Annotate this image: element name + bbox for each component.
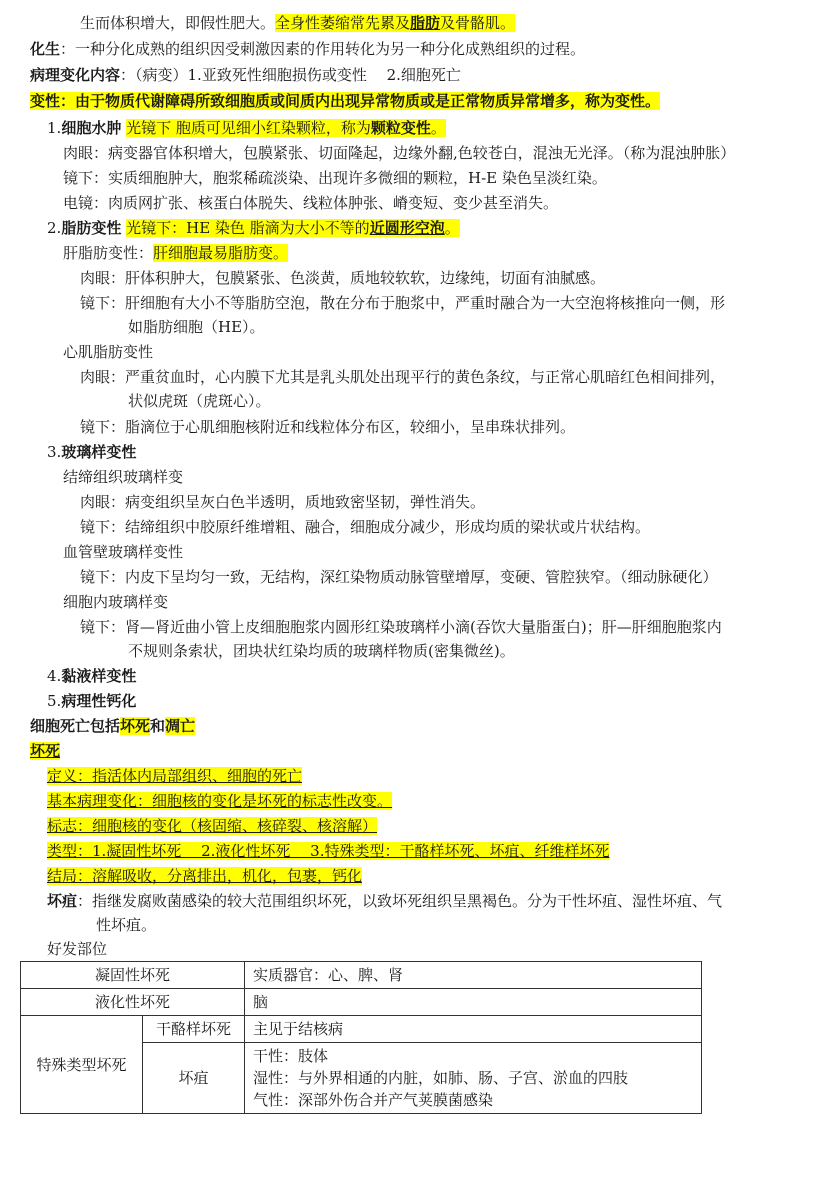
highlight: 变性：由于物质代谢障碍所致细胞质或间质内出现异常物质或是正常物质异常增多，称为变性。 bbox=[30, 92, 661, 110]
vacuole-term: 近圆形空泡 bbox=[369, 219, 445, 237]
definition: ：指继发腐败菌感染的较大范围组织坏死，以致坏死组织呈黑褐色。分为干性坏疽、湿性坏疽、气 bbox=[77, 892, 723, 910]
predilection-sites-label: 好发部位 bbox=[47, 940, 108, 958]
necrosis-marker bbox=[47, 815, 377, 837]
liver-micro-cont: 如脂肪细胞（HE）。 bbox=[128, 318, 265, 336]
heart-gross: 肉眼：严重贫血时，心内膜下尤其是乳头肌处出现平行的黄色条纹，与正常心肌暗红色相间排列， bbox=[80, 368, 726, 386]
section-hyaline-change bbox=[47, 441, 136, 463]
necrosis-heading bbox=[30, 740, 60, 762]
intracellular-hyaline-heading: 细胞内玻璃样变 bbox=[63, 593, 169, 611]
section-number: 4. bbox=[47, 667, 62, 685]
table-cell: 脑 bbox=[245, 989, 702, 1016]
necrosis-sites-table bbox=[20, 961, 702, 1114]
section-mucoid-change bbox=[47, 665, 136, 687]
vessel-micro: 镜下：内皮下呈均匀一致，无结构，深红染物质动脉管壁增厚，变硬、管腔狭窄。（细动脉硬化） bbox=[80, 568, 718, 586]
highlight: 光镜下：HE 染色 脂滴为大小不等的近圆形空泡。 bbox=[126, 219, 460, 237]
necrosis-definition bbox=[47, 765, 302, 787]
gangrene-line bbox=[47, 890, 722, 912]
necrosis-basic-change bbox=[47, 790, 392, 812]
definition: ：一种分化成熟的组织因受刺激因素的作用转化为另一种分化成熟组织的过程。 bbox=[60, 40, 586, 58]
heart-gross-cont: 状似虎斑（虎斑心）。 bbox=[128, 392, 271, 410]
apoptosis-term: 凋亡 bbox=[165, 717, 196, 735]
table-row bbox=[21, 989, 702, 1016]
highlight: 类型：1.凝固性坏死 2.液化性坏死 3.特殊类型：干酪样坏死、坏疽、纤维样坏死 bbox=[47, 842, 610, 860]
micro-finding: 镜下：实质细胞肿大，胞浆稀疏淡染、出现许多微细的颗粒，H-E 染色呈淡红染。 bbox=[63, 169, 607, 187]
highlight: 全身性萎缩常先累及脂肪及骨骼肌。 bbox=[275, 14, 516, 32]
heart-fatty-heading: 心肌脂肪变性 bbox=[63, 343, 154, 361]
highlight: 标志：细胞核的变化（核固缩、核碎裂、核溶解） bbox=[47, 817, 378, 835]
gangrene-wet: 湿性：与外界相通的内脏，如肺、肠、子宫、淤血的四肢 bbox=[253, 1069, 629, 1087]
gangrene-gas: 气性：深部外伤合并产气荚膜菌感染 bbox=[253, 1091, 494, 1109]
liver-gross: 肉眼：肝体积肿大，包膜紧张、色淡黄，质地较软软，边缘纯，切面有油腻感。 bbox=[80, 269, 606, 287]
table-cell: 液化性坏死 bbox=[21, 989, 245, 1016]
section-fatty-change bbox=[47, 217, 460, 239]
heart-micro: 镜下：脂滴位于心肌细胞核附近和线粒体分布区，较细小，呈串珠状排列。 bbox=[80, 418, 576, 436]
term: 坏疽 bbox=[47, 892, 78, 910]
vessel-hyaline-heading: 血管壁玻璃样变性 bbox=[63, 543, 184, 561]
gangrene-dry: 干性：肢体 bbox=[253, 1047, 329, 1065]
section-calcification bbox=[47, 690, 136, 712]
section-number: 1. bbox=[47, 119, 62, 137]
highlight: 坏死 bbox=[30, 742, 61, 760]
cell-death-line bbox=[30, 715, 195, 737]
section-number: 2. bbox=[47, 219, 62, 237]
table-cell: 特殊类型坏死 bbox=[21, 1016, 143, 1114]
liver-fatty-heading bbox=[63, 242, 288, 264]
ct-hyaline-heading: 结缔组织玻璃样变 bbox=[63, 468, 184, 486]
table-cell: 凝固性坏死 bbox=[21, 962, 245, 989]
necrosis-term: 坏死 bbox=[120, 717, 151, 735]
gross-finding: 肉眼：病变器官体积增大，包膜紧张、切面隆起，边缘外翻,色较苍白，混浊无光泽。（称为混浊肿胀） bbox=[63, 144, 736, 162]
table-cell: 主见于结核病 bbox=[245, 1016, 702, 1043]
metaplasia-line bbox=[30, 38, 585, 60]
section-title: 病理性钙化 bbox=[61, 692, 137, 710]
highlight: 光镜下 胞质可见细小红染颗粒，称为颗粒变性。 bbox=[126, 119, 446, 137]
fat-keyword: 脂肪 bbox=[410, 14, 441, 32]
text: 生而体积增大，即假性肥大。 bbox=[80, 14, 276, 32]
em-finding: 电镜：肉质网扩张、核蛋白体脱失、线粒体肿张、嵴变短、变少甚至消失。 bbox=[63, 194, 559, 212]
intracellular-micro: 镜下：肾—肾近曲小管上皮细胞胞浆内圆形红染玻璃样小滴(吞饮大量脂蛋白)；肝—肝细胞胞浆内 bbox=[80, 618, 722, 636]
degeneration-definition bbox=[30, 90, 660, 112]
intracellular-micro-cont: 不规则条索状，团块状红染均质的玻璃样物质(密集微丝)。 bbox=[128, 642, 515, 660]
highlight: 基本病理变化：细胞核的变化是坏死的标志性改变。 bbox=[47, 792, 393, 810]
gangrene-line-cont: 性坏疽。 bbox=[96, 916, 157, 934]
term: 化生 bbox=[30, 40, 61, 58]
table-cell: 坏疽 bbox=[143, 1043, 245, 1114]
highlight: 肝细胞最易脂肪变。 bbox=[153, 244, 289, 262]
necrosis-types bbox=[47, 840, 609, 862]
section-title: 玻璃样变性 bbox=[61, 443, 137, 461]
ct-gross: 肉眼：病变组织呈灰白色半透明，质地致密坚韧，弹性消失。 bbox=[80, 493, 486, 511]
highlight: 定义：指活体内局部组织、细胞的死亡 bbox=[47, 767, 303, 785]
liver-micro: 镜下：肝细胞有大小不等脂肪空泡，散在分布于胞浆中，严重时融合为一大空泡将核推向一侧，形 bbox=[80, 294, 726, 312]
granular-degeneration-term: 颗粒变性 bbox=[370, 119, 431, 137]
section-title: 细胞水肿 bbox=[61, 119, 122, 137]
term: 病理变化内容 bbox=[30, 66, 121, 84]
table-cell bbox=[245, 1043, 702, 1114]
table-row bbox=[21, 1016, 702, 1043]
text: 和 bbox=[150, 717, 166, 735]
subheading: 肝脂肪变性： bbox=[63, 244, 154, 262]
definition: ：（病变）1.亚致死性细胞损伤或变性 2.细胞死亡 bbox=[120, 66, 461, 84]
table-cell: 实质器官：心、脾、肾 bbox=[245, 962, 702, 989]
section-cell-swelling bbox=[47, 117, 446, 139]
section-title: 黏液样变性 bbox=[61, 667, 137, 685]
section-title: 脂肪变性 bbox=[61, 219, 122, 237]
section-number: 5. bbox=[47, 692, 62, 710]
ct-micro: 镜下：结缔组织中胶原纤维增粗、融合，细胞成分减少，形成均质的梁状或片状结构。 bbox=[80, 518, 651, 536]
section-number: 3. bbox=[47, 443, 62, 461]
highlight: 结局：溶解吸收，分离排出，机化，包裹，钙化 bbox=[47, 867, 363, 885]
pathology-content-line bbox=[30, 64, 461, 86]
necrosis-outcome bbox=[47, 865, 362, 887]
atrophy-line bbox=[80, 12, 515, 34]
text: 细胞死亡包括 bbox=[30, 717, 121, 735]
table-row bbox=[21, 962, 702, 989]
table-cell: 干酪样坏死 bbox=[143, 1016, 245, 1043]
